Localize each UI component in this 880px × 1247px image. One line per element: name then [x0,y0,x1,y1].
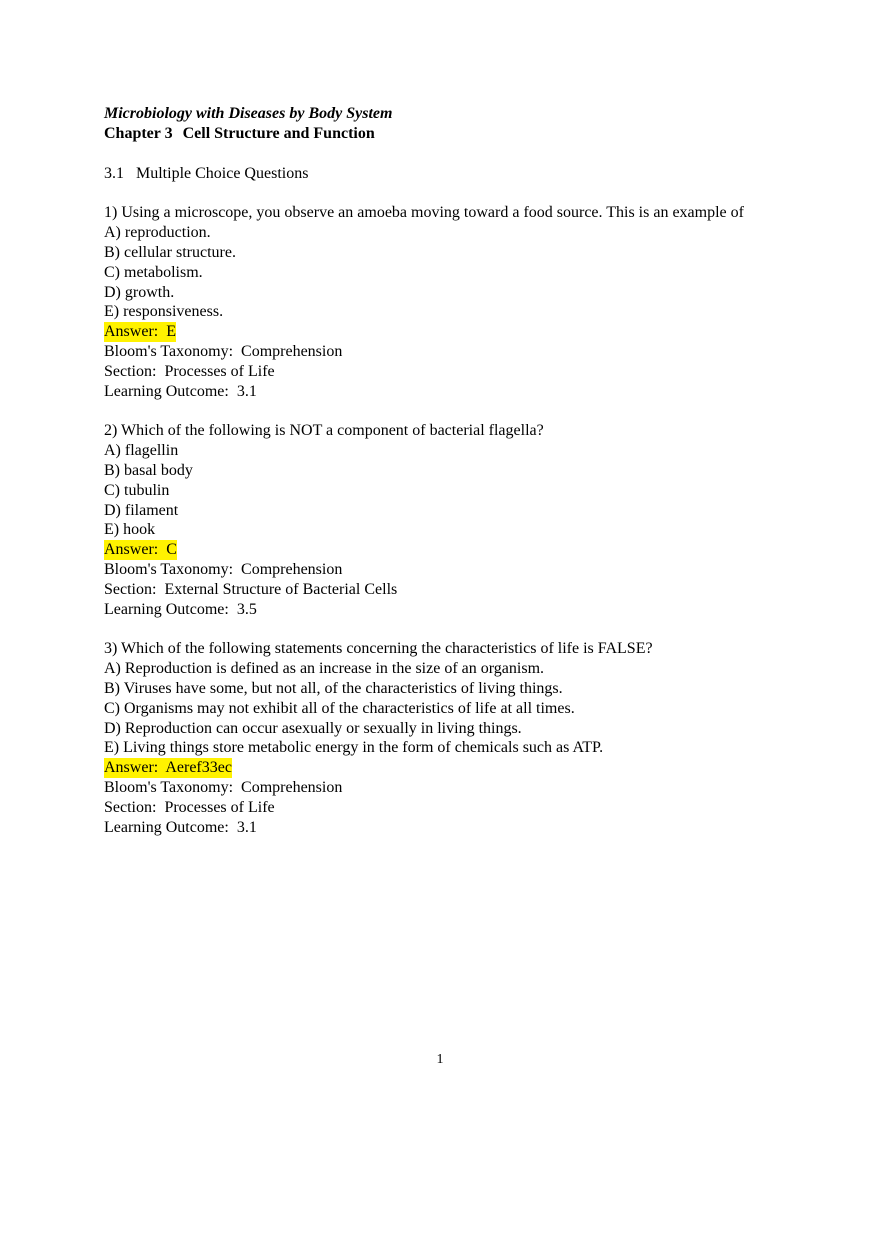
taxonomy-line: Bloom's Taxonomy: Comprehension [104,778,343,796]
answer-line [104,540,794,560]
taxonomy-line: Bloom's Taxonomy: Comprehension [104,560,343,578]
answer-option: C) Organisms may not exhibit all of the characteristics of life at all times. [104,699,575,717]
taxonomy-line: Bloom's Taxonomy: Comprehension [104,342,343,360]
answer-option: A) flagellin [104,442,179,460]
answer-option: E) responsiveness. [104,303,224,321]
page-number: 1 [436,1052,444,1067]
outcome-line: Learning Outcome: 3.1 [104,818,257,836]
question-stem: 2) Which of the following is NOT a component of bacterial flagella? [104,422,544,440]
section-heading [104,164,794,184]
answer-highlight: Answer: C [104,541,177,559]
question-block [104,639,794,837]
page-content [104,104,794,837]
book-title: Microbiology with Diseases by Body System [104,105,393,122]
section-line: Section: Processes of Life [104,362,275,380]
section-line: Section: External Structure of Bacterial Cells [104,580,398,598]
answer-option: A) reproduction. [104,224,211,242]
answer-line [104,322,794,342]
answer-highlight: Answer: E [104,323,176,341]
question-stem: 3) Which of the following statements concerning the characteristics of life is FALSE? [104,640,653,658]
question-block [104,203,794,401]
answer-option: B) Viruses have some, but not all, of the characteristics of living things. [104,679,563,697]
answer-option: D) growth. [104,283,175,301]
section-title: Multiple Choice Questions [136,164,309,182]
section-line: Section: Processes of Life [104,798,275,816]
question-block [104,421,794,619]
chapter-number: Chapter 3 [104,124,173,142]
answer-highlight: Answer: Aeref33ec [104,759,232,777]
outcome-line: Learning Outcome: 3.1 [104,382,257,400]
outcome-line: Learning Outcome: 3.5 [104,600,257,618]
answer-option: E) Living things store metabolic energy in the form of chemicals such as ATP. [104,739,604,757]
answer-option: E) hook [104,521,156,539]
answer-option: C) metabolism. [104,263,203,281]
section-number: 3.1 [104,164,124,182]
question-stem: 1) Using a microscope, you observe an amoeba moving toward a food source. This is an example of [104,204,744,222]
chapter-name: Cell Structure and Function [182,124,375,142]
answer-option: A) Reproduction is defined as an increase in the size of an organism. [104,660,545,678]
answer-option: D) Reproduction can occur asexually or sexually in living things. [104,719,522,737]
chapter-title [104,124,794,144]
answer-line [104,758,794,778]
answer-option: B) cellular structure. [104,243,236,261]
answer-option: C) tubulin [104,481,170,499]
answer-option: D) filament [104,501,179,519]
answer-option: B) basal body [104,461,193,479]
